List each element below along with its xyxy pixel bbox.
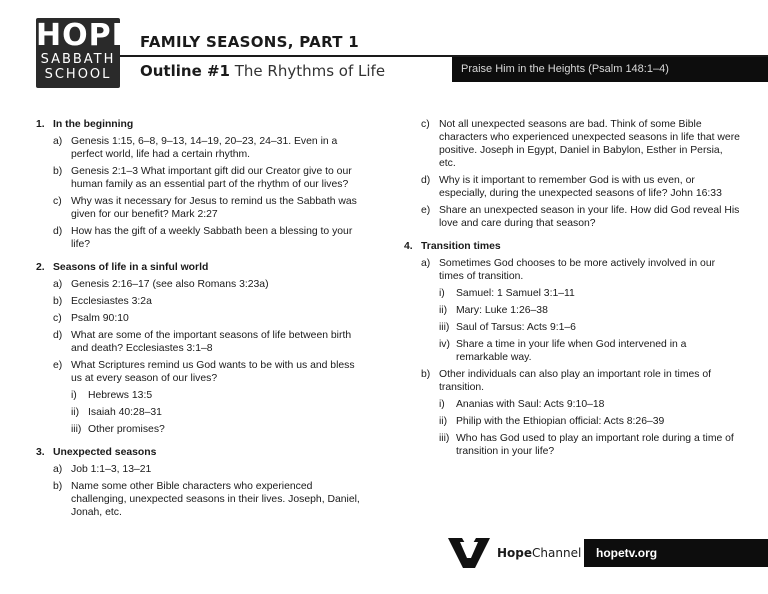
list-item: c) Not all unexpected seasons are bad. Think of some Bible characters who experienced unexpected seasons in life that were positive. Joseph in Egypt, Daniel in Babylon, Esther in Persia, etc. [421,119,740,169]
list-item: d) What are some of the important seasons of life between birth and death? Ecclesiastes 3:1–8 [53,330,352,354]
sub-list-item: iv) Share a time in your life when God intervened in a remarkable way. [439,339,687,363]
list-item: d) How has the gift of a weekly Sabbath been a blessing to your life? [53,226,353,250]
sub-list-item: iii) Other promises? [71,424,165,435]
list-item: e) Share an unexpected season in your life. How did God reveal His love and care during that season? [421,205,740,229]
section-4 [404,240,740,458]
sub-list-item: iii) Who has God used to play an important role during a time of transition in your life? [439,433,734,457]
list-item: b) Genesis 2:1–3 What important gift did our Creator give to our human family as an essential part of the rhythm of our lives? [53,166,352,190]
brand-bold: Hope [497,546,533,560]
list-item: e) What Scriptures remind us God wants to be with us and bless us at every season of our lives? [53,360,355,384]
logo-line-2: SABBATH [40,52,116,67]
left-column [36,118,366,529]
section-3 [36,446,366,519]
right-column [404,118,740,468]
outline-subtitle: The Rhythms of Life [234,62,386,80]
list-item: a) Genesis 1:15, 6–8, 9–13, 14–19, 20–23, 24–31. Even in a perfect world, life had a certain rhythm. [53,136,338,160]
sub-list-item: i) Samuel: 1 Samuel 3:1–11 [439,288,575,299]
list-item: c) Psalm 90:10 [53,313,129,324]
section-title: In the beginning [53,119,134,130]
sub-list-item: ii) Isaiah 40:28–31 [71,407,162,418]
section-title: Unexpected seasons [53,447,157,458]
logo-line-1: HOPE [36,18,134,53]
section-number: 4. [404,241,413,252]
list-item: a) Genesis 2:16–17 (see also Romans 3:23a) [53,279,269,290]
brand-light: Channel [532,546,582,560]
list-item: b) Other individuals can also play an important role in times of transition. [421,369,712,393]
logo-line-3: SCHOOL [44,67,112,82]
section-number: 3. [36,447,45,458]
sub-list-item: i) Hebrews 13:5 [71,390,153,401]
sub-list-item: ii) Mary: Luke 1:26–38 [439,305,548,316]
section-number: 2. [36,262,45,273]
list-item: a) Job 1:1–3, 13–21 [53,464,152,475]
outline-title [140,62,385,80]
list-item: b) Ecclesiastes 3:2a [53,296,152,307]
list-item: c) Why was it necessary for Jesus to remind us the Sabbath was given for our benefit? Mark 2:27 [53,196,357,220]
section-2 [36,261,366,436]
section-title: Seasons of life in a sinful world [53,262,209,273]
section-number: 1. [36,119,45,130]
theme-banner: Praise Him in the Heights (Psalm 148:1–4) [452,57,768,82]
sub-list-item: iii) Saul of Tarsus: Acts 9:1–6 [439,322,576,333]
hope-channel-wordmark [497,546,581,560]
website-link[interactable]: hopetv.org [584,539,768,567]
sub-list-item: ii) Philip with the Ethiopian official: Acts 8:26–39 [439,416,665,427]
hope-channel-logo-icon [448,538,490,568]
list-item: d) Why is it important to remember God is with us even, or especially, during the unexpected seasons of life? John 16:33 [421,175,722,199]
section-3-continued [404,118,740,230]
sub-list-item: i) Ananias with Saul: Acts 9:10–18 [439,399,605,410]
section-1 [36,118,366,251]
hope-sabbath-school-logo [36,18,134,88]
section-title: Transition times [421,241,501,252]
outline-label: Outline #1 [140,62,230,80]
list-item: b) Name some other Bible characters who experienced challenging, unexpected seasons in their lives. Joseph, Daniel, Jonah, etc. [53,481,360,518]
series-title: FAMILY SEASONS, PART 1 [140,33,360,51]
list-item: a) Sometimes God chooses to be more actively involved in our times of transition. [421,258,716,282]
